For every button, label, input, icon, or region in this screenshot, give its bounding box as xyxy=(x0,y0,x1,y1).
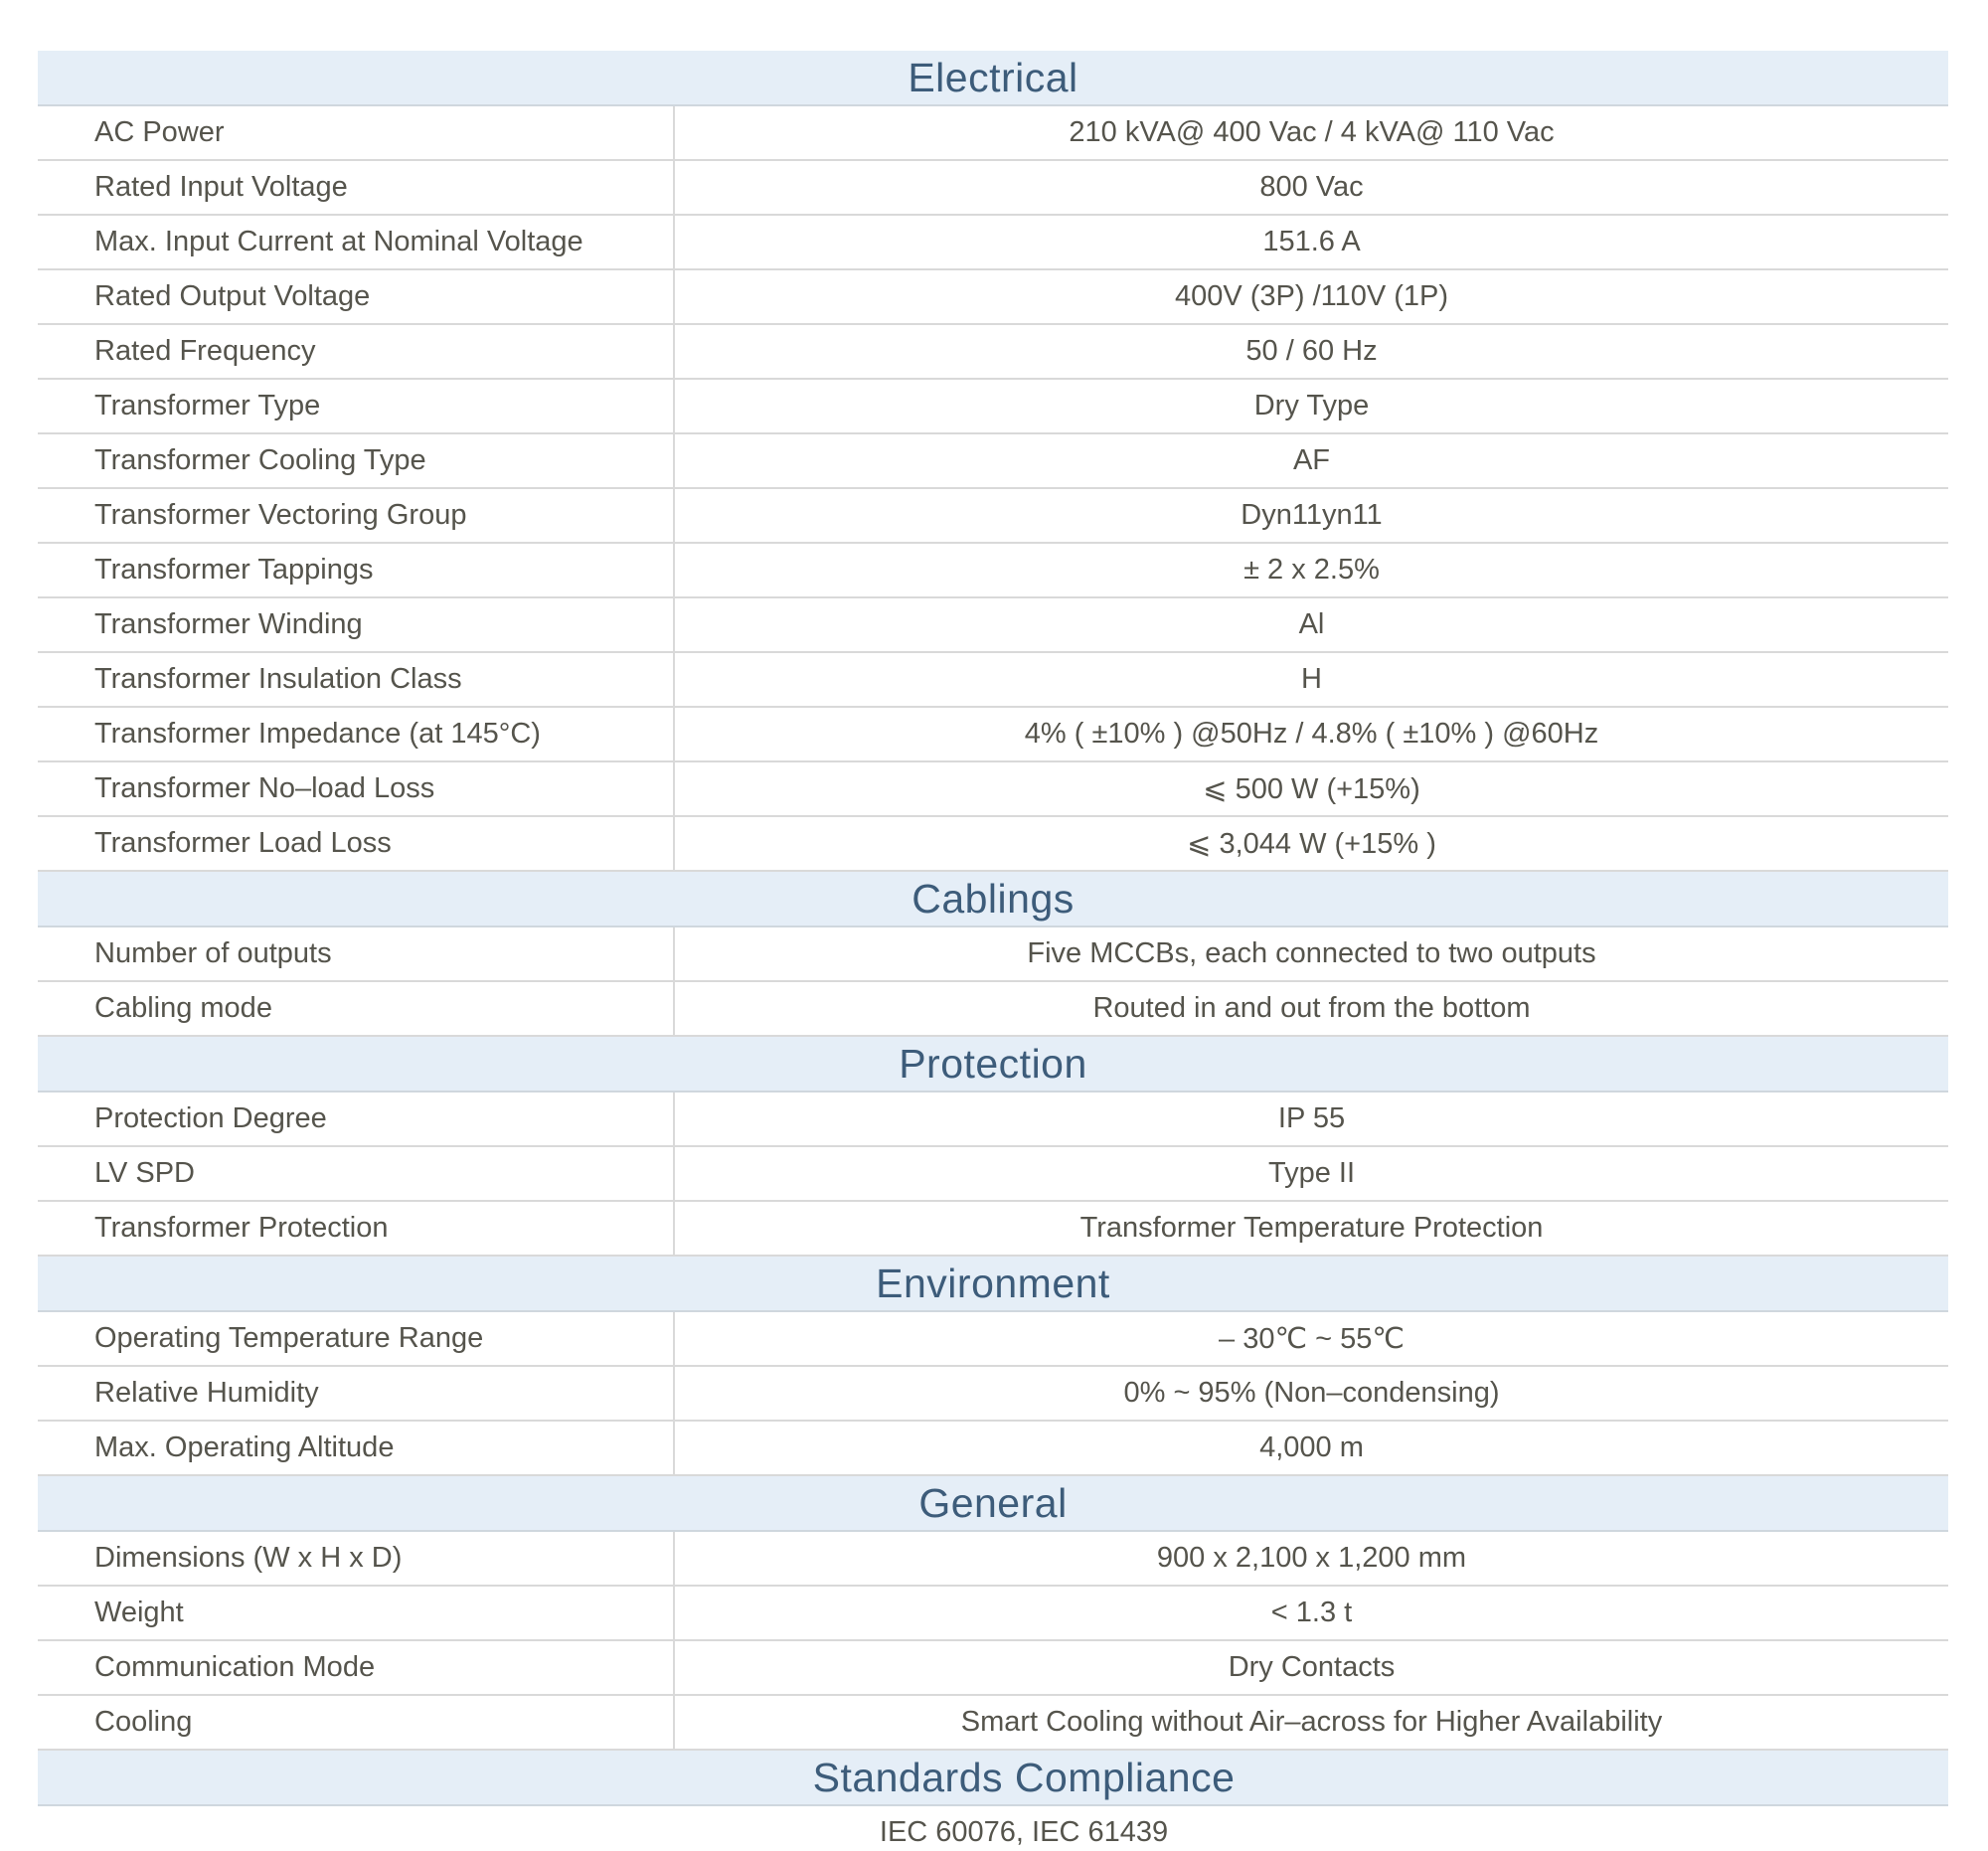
row-label: Weight xyxy=(94,1597,184,1628)
section-header xyxy=(38,872,1948,927)
row-value: 151.6 A xyxy=(673,216,1948,268)
spec-row xyxy=(38,270,1948,325)
spec-row xyxy=(38,325,1948,380)
spec-row xyxy=(38,1422,1948,1476)
section-rows xyxy=(38,1093,1948,1257)
section-rows xyxy=(38,927,1948,1037)
spec-section xyxy=(38,1751,1948,1851)
row-label: Transformer Protection xyxy=(94,1212,389,1244)
section-header xyxy=(38,1257,1948,1312)
row-label: Transformer No–load Loss xyxy=(94,772,435,804)
row-value: Type II xyxy=(673,1147,1948,1200)
section-title: Standards Compliance xyxy=(812,1754,1236,1800)
spec-row xyxy=(38,598,1948,653)
row-label: Transformer Vectoring Group xyxy=(94,499,467,531)
row-value: 4% ( ±10% ) @50Hz / 4.8% ( ±10% ) @60Hz xyxy=(673,708,1948,760)
row-label: Protection Degree xyxy=(94,1102,327,1134)
spec-row xyxy=(38,1532,1948,1587)
spec-table xyxy=(38,51,1948,1851)
section-header xyxy=(38,1037,1948,1093)
spec-row xyxy=(38,982,1948,1037)
spec-row xyxy=(38,216,1948,270)
section-rows xyxy=(38,106,1948,872)
section-rows xyxy=(38,1312,1948,1476)
spec-section xyxy=(38,872,1948,1037)
row-label: LV SPD xyxy=(94,1157,196,1189)
row-value: H xyxy=(673,653,1948,706)
spec-row xyxy=(38,762,1948,817)
spec-row xyxy=(38,1696,1948,1751)
section-title: Electrical xyxy=(908,54,1078,100)
row-label: Dimensions (W x H x D) xyxy=(94,1542,403,1574)
row-value: 800 Vac xyxy=(673,161,1948,214)
spec-row xyxy=(38,1641,1948,1696)
row-label: Max. Operating Altitude xyxy=(94,1431,395,1463)
row-label: Transformer Load Loss xyxy=(94,827,392,859)
spec-row xyxy=(38,1312,1948,1367)
spec-row xyxy=(38,1147,1948,1202)
spec-row xyxy=(38,653,1948,708)
row-label: Transformer Cooling Type xyxy=(94,444,426,476)
row-value: 0% ~ 95% (Non–condensing) xyxy=(673,1367,1948,1420)
section-header xyxy=(38,1751,1948,1806)
row-value: Transformer Temperature Protection xyxy=(673,1202,1948,1255)
section-rows xyxy=(38,1532,1948,1751)
spec-row xyxy=(38,708,1948,762)
row-label: Cabling mode xyxy=(94,992,272,1024)
row-value: ± 2 x 2.5% xyxy=(673,544,1948,596)
row-label: AC Power xyxy=(94,116,225,148)
row-value: 400V (3P) /110V (1P) xyxy=(673,270,1948,323)
row-value: Dry Contacts xyxy=(673,1641,1948,1694)
row-value: Smart Cooling without Air–across for Higher Availability xyxy=(673,1696,1948,1749)
row-value: 210 kVA@ 400 Vac / 4 kVA@ 110 Vac xyxy=(673,106,1948,159)
section-rows xyxy=(38,1806,1948,1851)
row-value: – 30℃ ~ 55℃ xyxy=(673,1312,1948,1365)
row-value: Dry Type xyxy=(673,380,1948,432)
section-title: Cablings xyxy=(911,875,1075,922)
spec-row xyxy=(38,1093,1948,1147)
row-label: Rated Output Voltage xyxy=(94,280,371,312)
row-value: AF xyxy=(673,434,1948,487)
spec-row xyxy=(38,1202,1948,1257)
row-label: Relative Humidity xyxy=(94,1377,319,1409)
row-value: IEC 60076, IEC 61439 xyxy=(879,1816,1169,1848)
spec-section xyxy=(38,1257,1948,1476)
spec-section xyxy=(38,1476,1948,1751)
spec-row xyxy=(38,106,1948,161)
spec-row xyxy=(38,817,1948,872)
row-value: < 1.3 t xyxy=(673,1587,1948,1639)
row-value: 900 x 2,100 x 1,200 mm xyxy=(673,1532,1948,1585)
spec-row xyxy=(38,1367,1948,1422)
row-label: Communication Mode xyxy=(94,1651,376,1683)
row-value: Routed in and out from the bottom xyxy=(673,982,1948,1035)
row-value: ⩽ 500 W (+15%) xyxy=(673,762,1948,815)
section-header xyxy=(38,51,1948,106)
row-value: Five MCCBs, each connected to two outputs xyxy=(673,927,1948,980)
row-label: Cooling xyxy=(94,1706,193,1738)
row-label: Transformer Winding xyxy=(94,608,363,640)
spec-section xyxy=(38,51,1948,872)
row-label: Rated Frequency xyxy=(94,335,316,367)
row-label: Number of outputs xyxy=(94,937,332,969)
row-label: Transformer Tappings xyxy=(94,554,374,586)
section-title: Protection xyxy=(899,1040,1087,1087)
row-value: 4,000 m xyxy=(673,1422,1948,1474)
row-label: Transformer Insulation Class xyxy=(94,663,462,695)
row-value: 50 / 60 Hz xyxy=(673,325,1948,378)
spec-section xyxy=(38,1037,1948,1257)
row-label: Rated Input Voltage xyxy=(94,171,348,203)
row-value: Al xyxy=(673,598,1948,651)
spec-row-full-width xyxy=(38,1806,1948,1851)
row-label: Operating Temperature Range xyxy=(94,1322,484,1354)
row-value: IP 55 xyxy=(673,1093,1948,1145)
spec-row xyxy=(38,1587,1948,1641)
row-label: Transformer Type xyxy=(94,390,321,421)
section-header xyxy=(38,1476,1948,1532)
spec-row xyxy=(38,380,1948,434)
row-label: Max. Input Current at Nominal Voltage xyxy=(94,226,583,257)
section-title: General xyxy=(918,1479,1068,1526)
spec-row xyxy=(38,161,1948,216)
spec-row xyxy=(38,489,1948,544)
row-label: Transformer Impedance (at 145°C) xyxy=(94,718,541,750)
spec-row xyxy=(38,927,1948,982)
section-title: Environment xyxy=(876,1260,1110,1306)
row-value: ⩽ 3,044 W (+15% ) xyxy=(673,817,1948,870)
row-value: Dyn11yn11 xyxy=(673,489,1948,542)
spec-row xyxy=(38,544,1948,598)
spec-row xyxy=(38,434,1948,489)
